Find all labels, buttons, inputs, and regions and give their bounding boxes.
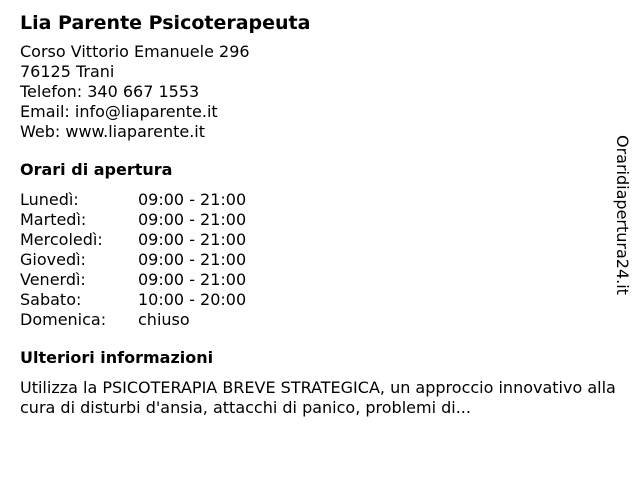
day-label: Martedì: — [20, 210, 87, 229]
hours-row-sunday — [20, 310, 610, 330]
address-block — [20, 42, 610, 142]
street-address: Corso Vittorio Emanuele 296 — [20, 42, 250, 61]
hours-row-tuesday — [20, 210, 610, 230]
email-address: Email: info@liaparente.it — [20, 102, 218, 121]
time-value: 09:00 - 21:00 — [138, 190, 247, 209]
city-address: 76125 Trani — [20, 62, 115, 81]
business-card — [20, 10, 616, 418]
info-heading: Ulteriori informazioni — [20, 348, 214, 367]
hours-heading: Orari di apertura — [20, 160, 173, 179]
day-label: Giovedì: — [20, 250, 86, 269]
time-value: 09:00 - 21:00 — [138, 210, 247, 229]
time-value: 09:00 - 21:00 — [138, 250, 247, 269]
day-label: Domenica: — [20, 310, 107, 329]
hours-row-saturday — [20, 290, 610, 310]
phone-number: Telefon: 340 667 1553 — [20, 82, 200, 101]
day-label: Lunedì: — [20, 190, 79, 209]
day-label: Mercoledì: — [20, 230, 103, 249]
time-value: 10:00 - 20:00 — [138, 290, 247, 309]
time-value: 09:00 - 21:00 — [138, 230, 247, 249]
page-title: Lia Parente Psicoterapeuta — [20, 12, 311, 34]
website-address: Web: www.liaparente.it — [20, 122, 206, 141]
info-description: Utilizza la PSICOTERAPIA BREVE STRATEGICA, un approccio innovativo alla cura di disturbi d'ansia, attacchi di panico, problemi di... — [20, 378, 616, 417]
hours-row-thursday — [20, 250, 610, 270]
opening-hours-list — [20, 190, 610, 330]
hours-row-wednesday — [20, 230, 610, 250]
time-value: chiuso — [138, 310, 190, 329]
hours-row-friday — [20, 270, 610, 290]
time-value: 09:00 - 21:00 — [138, 270, 247, 289]
day-label: Sabato: — [20, 290, 82, 309]
hours-row-monday — [20, 190, 610, 210]
day-label: Venerdì: — [20, 270, 86, 289]
watermark-text: Oraridiapertura24.it — [613, 135, 632, 295]
